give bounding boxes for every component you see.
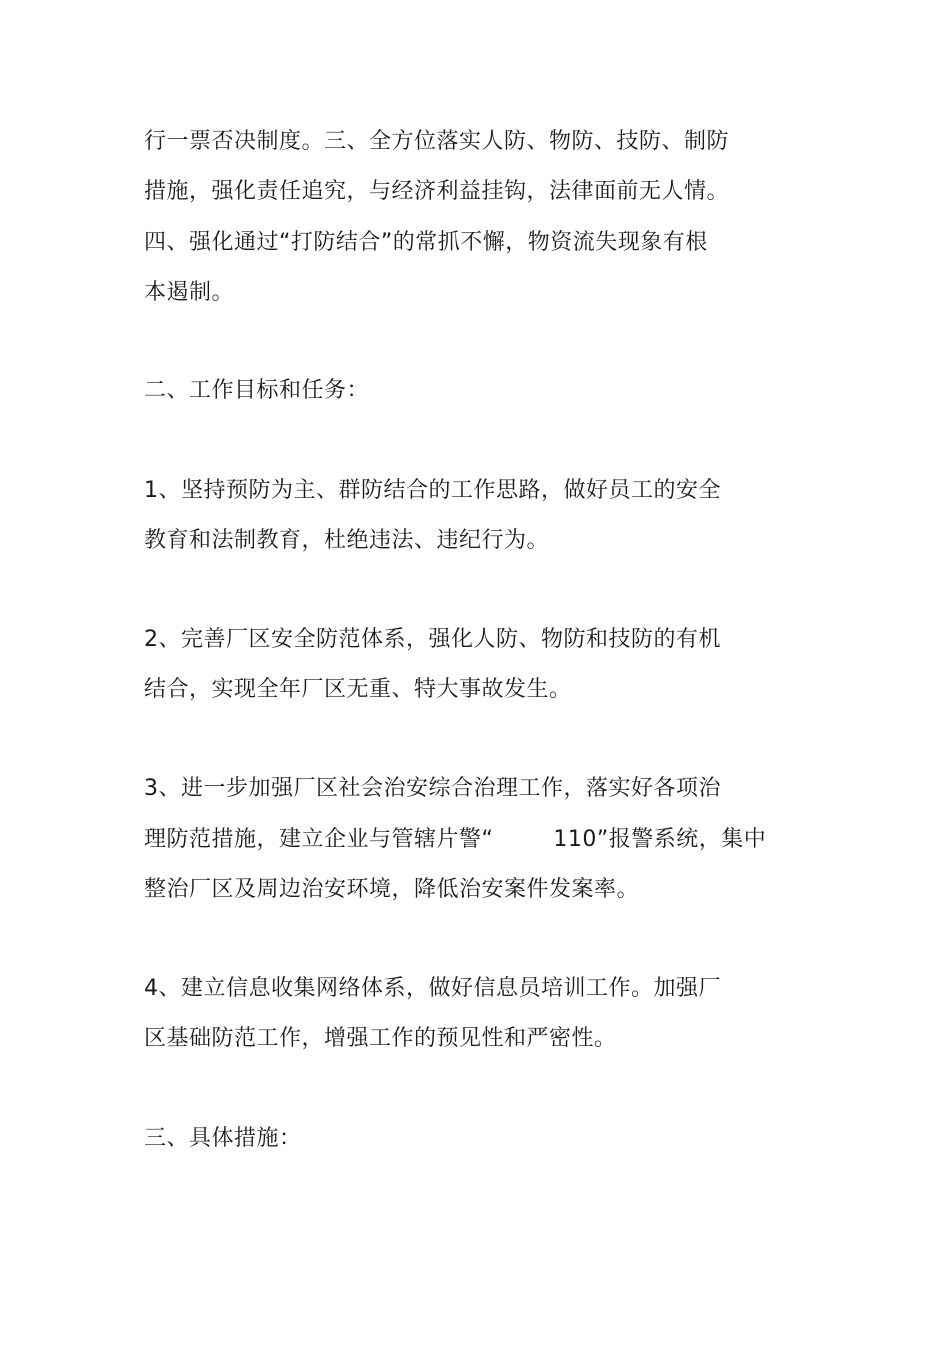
text-line: 四、强化通过“打防结合”的常抓不懈，物资流失现象有根 bbox=[144, 230, 708, 255]
heading-text: 三、具体措施： bbox=[144, 1126, 302, 1151]
text-line: 4、建立信息收集网络体系，做好信息员培训工作。加强厂 bbox=[144, 976, 721, 1001]
text-line: 1、坚持预防为主、群防结合的工作思路，做好员工的安全 bbox=[144, 478, 721, 503]
text-line: 教育和法制教育，杜绝违法、违纪行为。 bbox=[144, 528, 550, 553]
text-line: 结合，实现全年厂区无重、特大事故发生。 bbox=[144, 677, 572, 702]
heading-text: 二、工作目标和任务： bbox=[144, 378, 370, 403]
text-line: 2、完善厂区安全防范体系，强化人防、物防和技防的有机 bbox=[144, 627, 721, 652]
text-line: 行一票否决制度。三、全方位落实人防、物防、技防、制防 bbox=[144, 129, 730, 154]
text-line: 3、进一步加强厂区社会治安综合治理工作，落实好各项治 bbox=[144, 776, 721, 801]
text-line: 区基础防范工作，增强工作的预见性和严密性。 bbox=[144, 1026, 617, 1051]
text-line: 理防范措施，建立企业与管辖片警“ 110”报警系统，集中 bbox=[144, 827, 767, 852]
text-line: 本遏制。 bbox=[144, 280, 235, 305]
text-line: 整治厂区及周边治安环境，降低治安案件发案率。 bbox=[144, 877, 640, 902]
text-line: 措施，强化责任追究，与经济利益挂钩，法律面前无人情。 bbox=[144, 179, 730, 204]
